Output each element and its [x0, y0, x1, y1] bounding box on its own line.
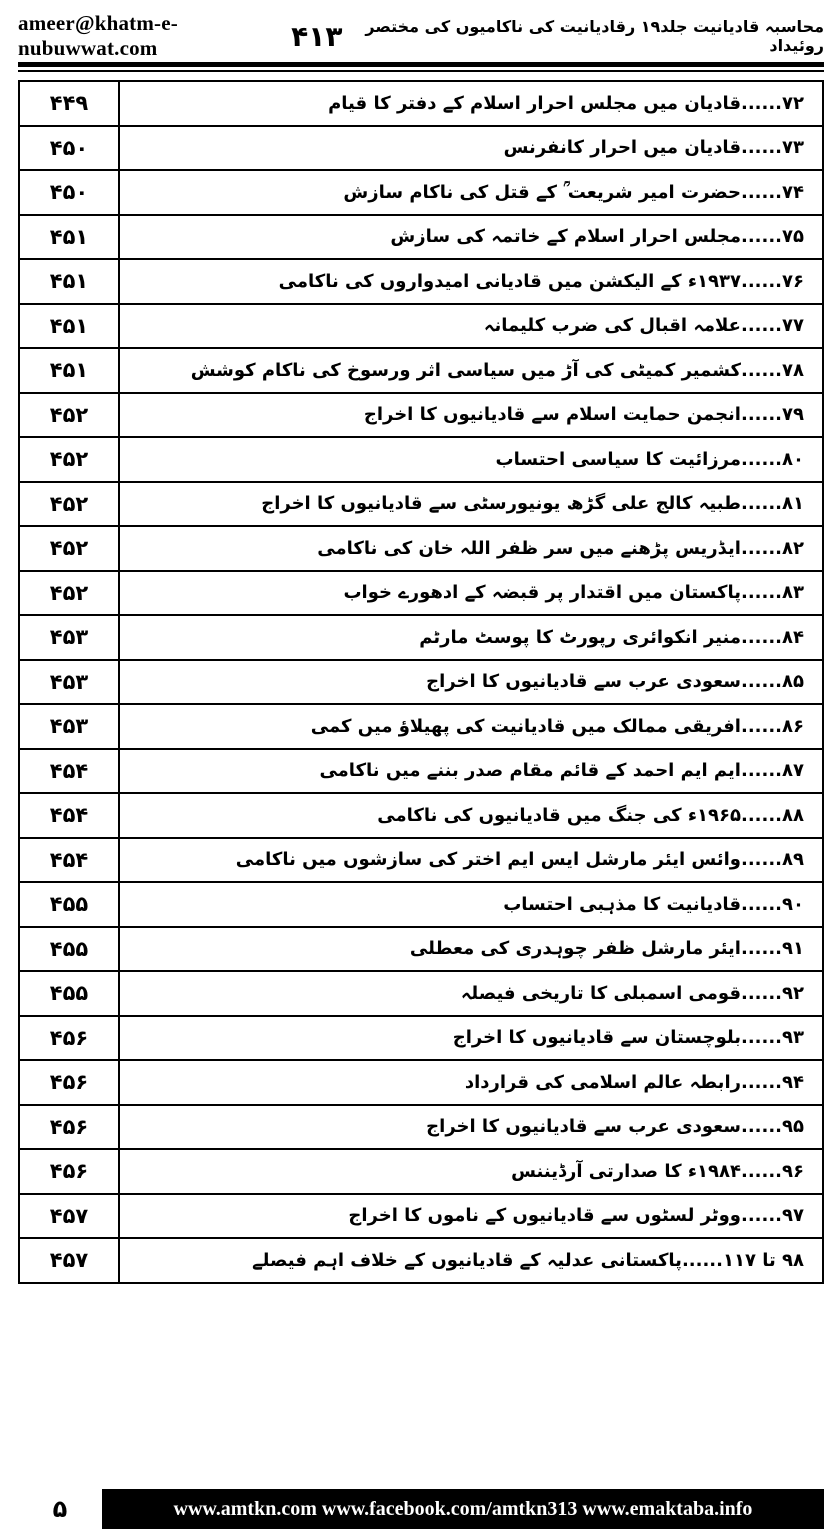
toc-row	[19, 1016, 823, 1061]
toc-page-number: ۴۵۴	[19, 793, 119, 838]
toc-entry-title: ۸۲......ایڈریس پڑھنے میں سر ظفر اللہ خان کی ناکامی	[119, 526, 823, 571]
toc-row	[19, 259, 823, 304]
toc-entry-title: ۸۱......طبیہ کالج علی گڑھ یونیورسٹی سے قادیانیوں کا اخراج	[119, 482, 823, 527]
toc-row	[19, 971, 823, 1016]
header-book-title: محاسبہ قادیانیت جلد۱۹ رقادیانیت کی ناکامیوں کی مختصر روئیداد	[365, 17, 824, 55]
toc-page-number: ۴۵۱	[19, 215, 119, 260]
toc-page-number: ۴۵۴	[19, 838, 119, 883]
header-email: ameer@khatm-e-nubuwwat.com	[18, 11, 178, 60]
toc-entry-title: ۸۴......منیر انکوائری رپورٹ کا پوسٹ مارٹم	[119, 615, 823, 660]
toc-entry-title: ۹۴......رابطہ عالم اسلامی کی قرارداد	[119, 1060, 823, 1105]
toc-page-number: ۴۵۳	[19, 704, 119, 749]
toc-page-number: ۴۵۲	[19, 437, 119, 482]
toc-entry-title: ۷۴......حضرت امیر شریعت ؒ کے قتل کی ناکام سازش	[119, 170, 823, 215]
toc-entry-title: ۸۹......وائس ایئر مارشل ایس ایم اختر کی سازشوں میں ناکامی	[119, 838, 823, 883]
toc-body	[19, 81, 823, 1283]
toc-entry-title: ۹۲......قومی اسمبلی کا تاریخی فیصلہ	[119, 971, 823, 1016]
toc-row	[19, 838, 823, 883]
toc-entry-title: ۷۹......انجمن حمایت اسلام سے قادیانیوں کا اخراج	[119, 393, 823, 438]
toc-page-number: ۴۵۱	[19, 259, 119, 304]
toc-entry-title: ۹۰......قادیانیت کا مذہبی احتساب	[119, 882, 823, 927]
toc-page-number: ۴۵۴	[19, 749, 119, 794]
toc-entry-title: ۷۵......مجلس احرار اسلام کے خاتمہ کی سازش	[119, 215, 823, 260]
toc-page-number: ۴۵۶	[19, 1149, 119, 1194]
toc-entry-title: ۹۵......سعودی عرب سے قادیانیوں کا اخراج	[119, 1105, 823, 1150]
toc-entry-title: ۸۰......مرزائیت کا سیاسی احتساب	[119, 437, 823, 482]
page-header	[18, 11, 824, 60]
toc-page-number: ۴۵۶	[19, 1060, 119, 1105]
toc-row	[19, 1149, 823, 1194]
toc-row	[19, 393, 823, 438]
toc-page-number: ۴۵۳	[19, 615, 119, 660]
toc-page-number: ۴۵۰	[19, 170, 119, 215]
toc-row	[19, 304, 823, 349]
toc-row	[19, 126, 823, 171]
toc-row	[19, 1194, 823, 1239]
toc-page-number: ۴۵۳	[19, 660, 119, 705]
header-title-group	[291, 17, 824, 55]
toc-row	[19, 793, 823, 838]
toc-entry-title: ۸۸......۱۹۶۵ء کی جنگ میں قادیانیوں کی ناکامی	[119, 793, 823, 838]
toc-entry-title: ۸۳......پاکستان میں اقتدار پر قبضہ کے ادھورے خواب	[119, 571, 823, 616]
toc-page-number: ۴۵۵	[19, 882, 119, 927]
toc-row	[19, 927, 823, 972]
toc-row	[19, 749, 823, 794]
toc-entry-title: ۷۲......قادیان میں مجلس احرار اسلام کے دفتر کا قیام	[119, 81, 823, 126]
toc-entry-title: ۷۶......۱۹۳۷ء کے الیکشن میں قادیانی امیدواروں کی ناکامی	[119, 259, 823, 304]
toc-row	[19, 571, 823, 616]
toc-row	[19, 615, 823, 660]
toc-row	[19, 660, 823, 705]
toc-page-number: ۴۵۱	[19, 304, 119, 349]
header-rule-thick	[18, 62, 824, 67]
toc-page-number: ۴۵۲	[19, 571, 119, 616]
toc-page-number: ۴۵۲	[19, 393, 119, 438]
toc-entry-title: ۸۶......افریقی ممالک میں قادیانیت کی پھیلاؤ میں کمی	[119, 704, 823, 749]
toc-page-number: ۴۵۲	[19, 526, 119, 571]
toc-row	[19, 215, 823, 260]
toc-page-number: ۴۵۷	[19, 1194, 119, 1239]
toc-page-number: ۴۵۷	[19, 1238, 119, 1283]
toc-row	[19, 1060, 823, 1105]
toc-entry-title: ۷۷......علامہ اقبال کی ضرب کلیمانہ	[119, 304, 823, 349]
toc-entry-title: ۹۷......ووٹر لسٹوں سے قادیانیوں کے ناموں کا اخراج	[119, 1194, 823, 1239]
toc-row	[19, 1105, 823, 1150]
toc-entry-title: ۷۸......کشمیر کمیٹی کی آڑ میں سیاسی اثر ورسوخ کی ناکام کوشش	[119, 348, 823, 393]
toc-page-number: ۴۵۶	[19, 1105, 119, 1150]
toc-entry-title: ۹۸ تا ۱۱۷......پاکستانی عدلیہ کے قادیانیوں کے خلاف اہم فیصلے	[119, 1238, 823, 1283]
toc-row	[19, 882, 823, 927]
toc-row	[19, 348, 823, 393]
footer-page-number: ۵	[52, 1495, 68, 1523]
toc-table	[18, 80, 824, 1284]
toc-row	[19, 1238, 823, 1283]
toc-page-number: ۴۵۶	[19, 1016, 119, 1061]
toc-entry-title: ۹۶......۱۹۸۴ء کا صدارتی آرڈیننس	[119, 1149, 823, 1194]
footer-links: www.amtkn.com www.facebook.com/amtkn313 www.emaktaba.info	[102, 1489, 824, 1529]
toc-page-number: ۴۵۱	[19, 348, 119, 393]
toc-row	[19, 170, 823, 215]
toc-page-number: ۴۵۵	[19, 927, 119, 972]
toc-page-number: ۴۴۹	[19, 81, 119, 126]
page-footer	[18, 1488, 824, 1530]
toc-page-number: ۴۵۲	[19, 482, 119, 527]
toc-page-number: ۴۵۰	[19, 126, 119, 171]
toc-page-number: ۴۵۵	[19, 971, 119, 1016]
header-rule-thin	[18, 70, 824, 72]
toc-entry-title: ۹۳......بلوچستان سے قادیانیوں کا اخراج	[119, 1016, 823, 1061]
toc-row	[19, 437, 823, 482]
toc-row	[19, 482, 823, 527]
toc-entry-title: ۷۳......قادیان میں احرار کانفرنس	[119, 126, 823, 171]
toc-row	[19, 526, 823, 571]
header-page-number: ۴۱۳	[291, 19, 343, 53]
toc-entry-title: ۹۱......ایئر مارشل ظفر چوہدری کی معطلی	[119, 927, 823, 972]
toc-row	[19, 704, 823, 749]
toc-entry-title: ۸۷......ایم ایم احمد کے قائم مقام صدر بننے میں ناکامی	[119, 749, 823, 794]
toc-entry-title: ۸۵......سعودی عرب سے قادیانیوں کا اخراج	[119, 660, 823, 705]
toc-row	[19, 81, 823, 126]
